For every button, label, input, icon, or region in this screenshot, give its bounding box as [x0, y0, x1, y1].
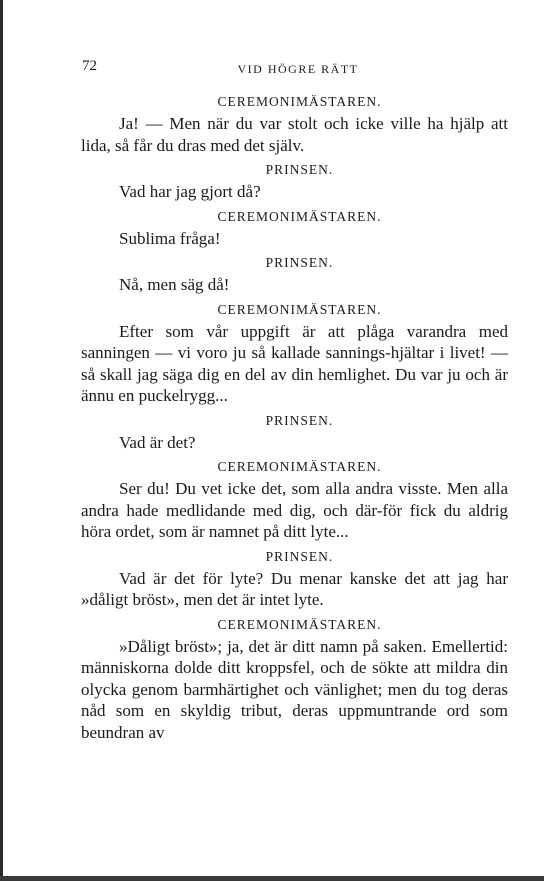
speaker-name: CEREMONIMÄSTAREN. [217, 301, 382, 317]
dialogue-line: Efter som vår uppgift är att plåga varandra med sanningen — vi voro ju så kallade sannings-hjältar i livet! — så skall jag säga dig en del av din hemlighet. Du var ju och är ännu en puckelrygg... [81, 321, 508, 405]
speaker-name: CEREMONIMÄSTAREN. [217, 208, 382, 224]
dialogue-line: Nå, men säg då! [119, 275, 230, 294]
speaker-name: PRINSEN. [265, 162, 334, 177]
speaker-name: PRINSEN. [265, 548, 334, 564]
speaker-name: PRINSEN. [265, 412, 334, 428]
page-bottom-edge [0, 876, 544, 881]
page-left-edge [0, 0, 3, 881]
dialogue-line: Sublima fråga! [119, 228, 221, 248]
dialogue-line: Ja! — Men när du var stolt och icke ville ha hjälp att lida, så får du dras med det själv. [81, 114, 508, 155]
dialogue-line: Vad är det? [119, 432, 196, 452]
dialogue-line: Ser du! Du vet icke det, som alla andra visste. Men alla andra hade medlidande med dig, och där-för fick du aldrig höra ordet, som är namnet på ditt lyte... [81, 479, 508, 541]
play-text [81, 88, 508, 743]
speaker-name: PRINSEN. [265, 255, 334, 270]
speaker-name: CEREMONIMÄSTAREN. [217, 94, 382, 109]
running-head: VID HÖGRE RÄTT [237, 62, 359, 76]
page-number: 72 [82, 58, 97, 74]
speaker-name: CEREMONIMÄSTAREN. [217, 459, 382, 474]
dialogue-line: Vad är det för lyte? Du menar kanske det att jag har »dåligt bröst», men det är intet lyte. [81, 568, 508, 609]
dialogue-line: »Dåligt bröst»; ja, det är ditt namn på saken. Emellertid: människorna dolde ditt kroppsfel, och de sökte att mildra din olycka genom barmhärtighet och vänlighet; men du tog deras nåd som en skyldig tribut, deras uppmuntrande ord som beundran av [81, 636, 508, 742]
speaker-name: CEREMONIMÄSTAREN. [217, 616, 382, 632]
dialogue-line: Vad har jag gjort då? [119, 182, 261, 201]
